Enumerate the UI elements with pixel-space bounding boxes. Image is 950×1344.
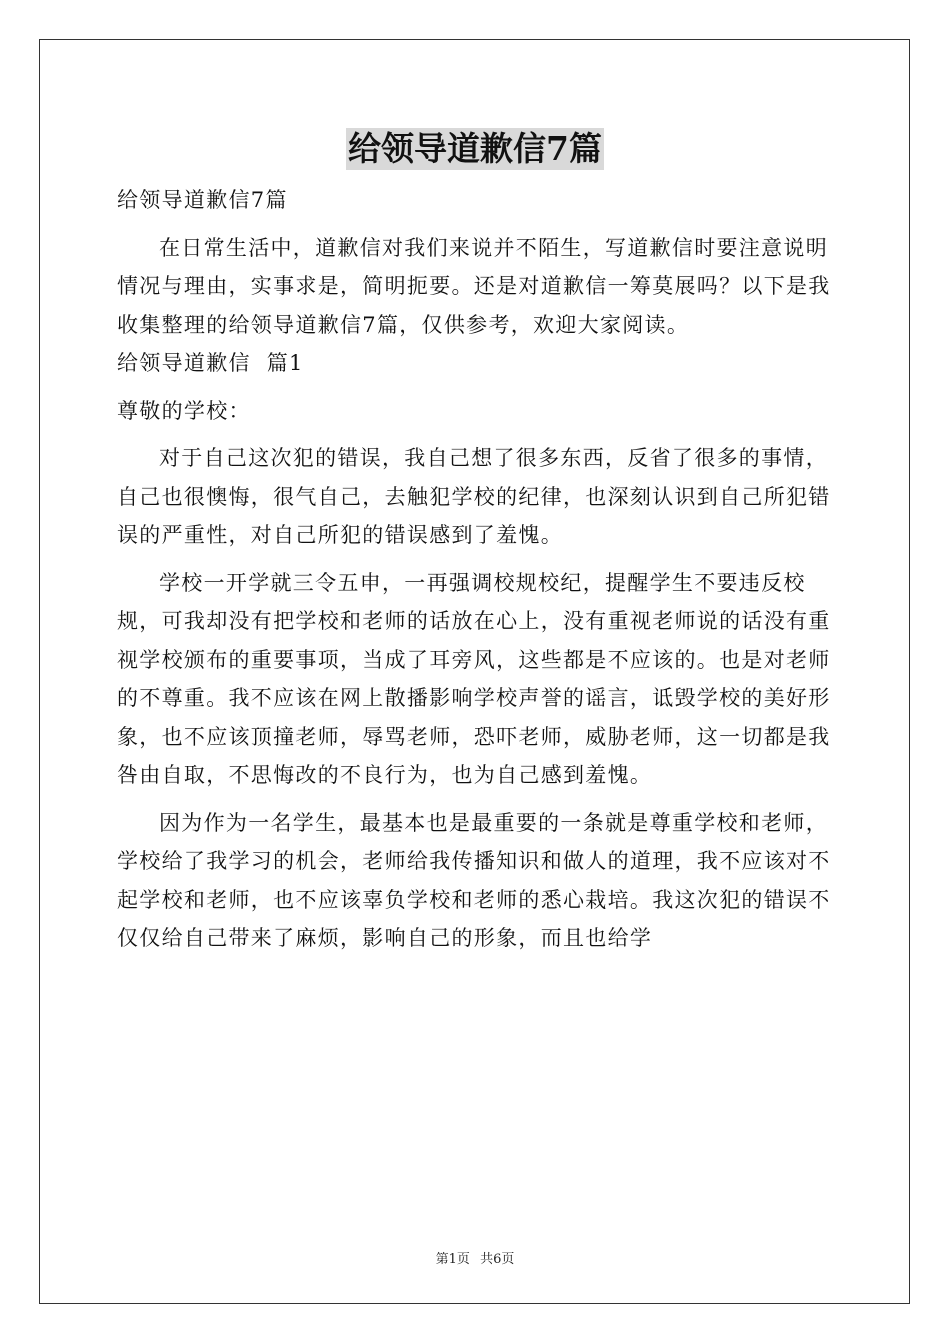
page-number-total: 共6页: [480, 1252, 515, 1267]
page-number-current: 第1页: [435, 1252, 470, 1267]
document-body: [117, 181, 835, 958]
section-heading: 给领导道歉信 篇1: [117, 351, 304, 375]
salutation: 尊敬的学校：: [117, 398, 251, 423]
document-subtitle: 给领导道歉信7篇: [117, 188, 288, 212]
title-container: [0, 128, 950, 170]
body-paragraph-1: 对于自己这次犯的错误，我自己想了很多东西，反省了很多的事情，自己也很懊悔，很气自己，去触犯学校的纪律，也深刻认识到自己所犯错误的严重性，对自己所犯的错误感到了羞愧。: [117, 446, 831, 547]
intro-paragraph: 在日常生活中，道歉信对我们来说并不陌生，写道歉信时要注意说明情况与理由，实事求是，简明扼要。还是对道歉信一筹莫展吗？以下是我收集整理的给领导道歉信7篇，仅供参考，欢迎大家阅读。: [117, 235, 831, 337]
body-paragraph-2: 学校一开学就三令五申，一再强调校规校纪，提醒学生不要违反校规，可我却没有把学校和老师的话放在心上，没有重视老师说的话没有重视学校颁布的重要事项，当成了耳旁风，这些都是不应该的。也是对老师的不尊重。我不应该在网上散播影响学校声誉的谣言，诋毁学校的美好形象，也不应该顶撞老师，辱骂老师，恐吓老师，威胁老师，这一切都是我咎由自取，不思悔改的不良行为，也为自己感到羞愧。: [117, 570, 831, 787]
body-paragraph-3: 因为作为一名学生，最基本也是最重要的一条就是尊重学校和老师，学校给了我学习的机会，老师给我传播知识和做人的道理，我不应该对不起学校和老师，也不应该辜负学校和老师的悉心栽培。我这次犯的错误不仅仅给自己带来了麻烦，影响自己的形象，而且也给学: [117, 810, 831, 950]
document-title: 给领导道歉信7篇: [348, 129, 602, 168]
page-footer: [0, 1248, 950, 1267]
